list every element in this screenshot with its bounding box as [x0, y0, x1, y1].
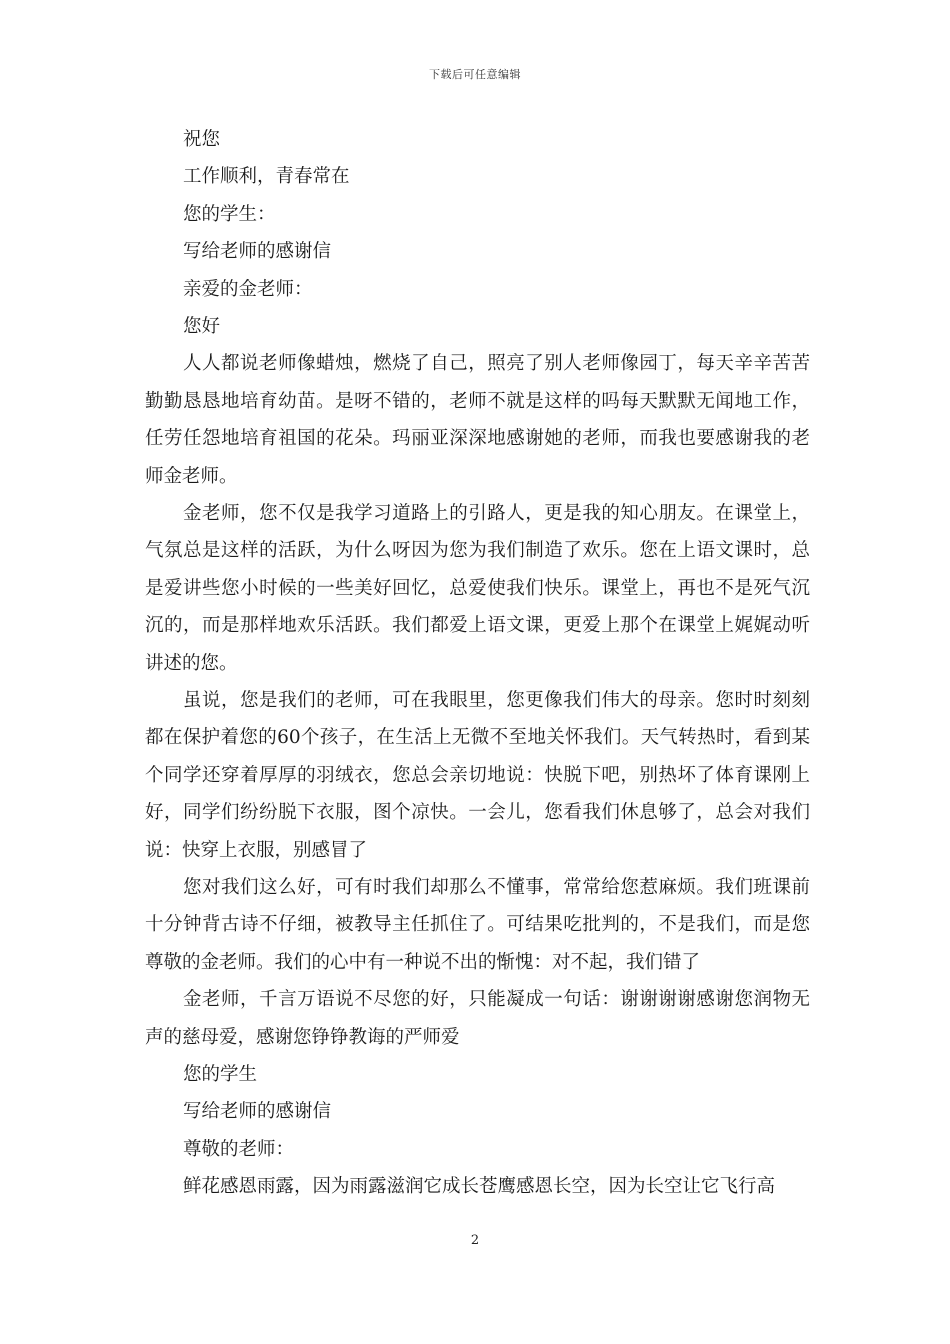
- body-paragraph: 您对我们这么好，可有时我们却那么不懂事，常常给您惹麻烦。我们班课前十分钟背古诗不仔细，被教导主任抓住了。可结果吃批判的，不是我们，而是您尊敬的金老师。我们的心中有一种说不出的惭愧：对不起，我们错了: [145, 877, 810, 973]
- body-paragraph: 人人都说老师像蜡烛，燃烧了自己，照亮了别人老师像园丁，每天辛辛苦苦勤勤恳恳地培育幼苗。是呀不错的，老师不就是这样的吗每天默默无闻地工作，任劳任怨地培育祖国的花朵。玛丽亚深深地感谢她的老师，而我也要感谢我的老师金老师。: [145, 353, 810, 487]
- wish-line: 工作顺利，青春常在: [183, 166, 350, 188]
- page-number: 2: [470, 1233, 480, 1248]
- document-body: [145, 121, 810, 1206]
- body-paragraph: 虽说，您是我们的老师，可在我眼里，您更像我们伟大的母亲。您时时刻刻都在保护着您的60个孩子，在生活上无微不至地关怀我们。天气转热时，看到某个同学还穿着厚厚的羽绒衣，您总会亲切地说：快脱下吧，别热坏了体育课刚上好，同学们纷纷脱下衣服，图个凉快。一会儿，您看我们休息够了，总会对我们说：快穿上衣服，别感冒了: [145, 690, 810, 861]
- letter-greeting: 尊敬的老师：: [183, 1138, 295, 1160]
- letter-title: 写给老师的感谢信: [183, 1101, 332, 1123]
- letter-title: 写给老师的感谢信: [183, 241, 332, 263]
- letter-greeting: 亲爱的金老师：: [183, 278, 313, 300]
- signature-line: 您的学生：: [183, 203, 276, 225]
- body-paragraph: 金老师，您不仅是我学习道路上的引路人，更是我的知心朋友。在课堂上，气氛总是这样的活跃，为什么呀因为您为我们制造了欢乐。您在上语文课时，总是爱讲些您小时候的一些美好回忆，总爱使我们快乐。课堂上，再也不是死气沉沉的，而是那样地欢乐活跃。我们都爱上语文课，更爱上那个在课堂上娓娓动听讲述的您。: [145, 502, 810, 674]
- body-paragraph: 鲜花感恩雨露，因为雨露滋润它成长苍鹰感恩长空，因为长空让它飞行高: [183, 1176, 776, 1198]
- body-paragraph: 金老师，千言万语说不尽您的好，只能凝成一句话：谢谢谢谢感谢您润物无声的慈母爱，感谢您铮铮教诲的严师爱: [145, 989, 810, 1048]
- salutation-line: 祝您: [183, 129, 221, 150]
- page-header: 下载后可任意编辑: [429, 68, 521, 81]
- letter-hello: 您好: [183, 315, 221, 337]
- student-signature: 您的学生: [183, 1064, 258, 1086]
